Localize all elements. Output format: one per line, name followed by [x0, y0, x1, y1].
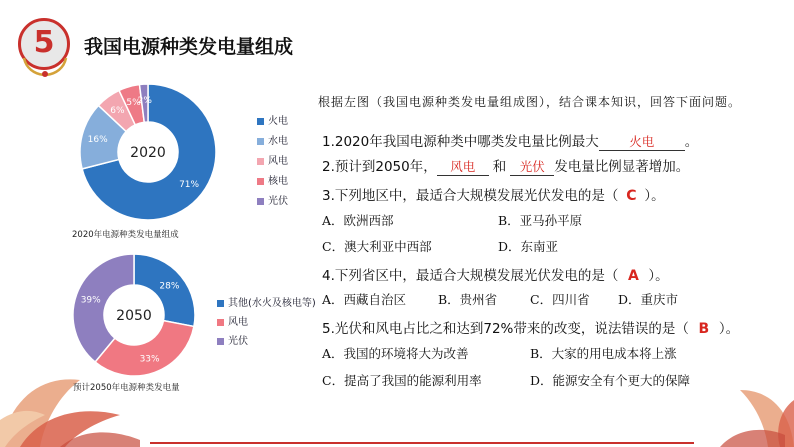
- question-5-option-b: B．大家的用电成本将上涨: [530, 346, 677, 361]
- question-4-option-c: C．四川省: [530, 292, 590, 307]
- question-3-option-a: A．欧洲西部: [322, 213, 394, 228]
- question-5-option-c: C．提高了我国的能源利用率: [322, 373, 482, 388]
- data-label-1-1: 33%: [139, 354, 160, 365]
- legend-item-1-2: [217, 332, 316, 347]
- question-5: 5.光伏和风电占比之和达到72%带来的改变，说法错误的是（ B ）。: [322, 321, 740, 337]
- question-3: 3.下列地区中，最适合大规模发展光伏发电的是（ C ）。: [322, 188, 665, 204]
- legend-2020: [257, 112, 288, 212]
- legend-swatch-0-4: [257, 198, 264, 205]
- question-1: 1.2020年我国电源种类中哪类发电量比例最大 火电 。: [322, 134, 699, 150]
- question-2-answer-2: 光伏: [519, 159, 545, 174]
- question-3-option-d: D．东南亚: [498, 239, 559, 254]
- data-label-0-4: 2%: [137, 96, 152, 107]
- legend-item-1-1: [217, 313, 316, 328]
- section-number: 5: [33, 25, 55, 60]
- pie-chart-2050: [72, 252, 212, 382]
- page-title: 我国电源种类发电量组成: [84, 36, 294, 58]
- badge-laurel-icon: [20, 56, 70, 78]
- chart-caption-2050: 预计2050年电源种类发电量: [73, 383, 180, 393]
- legend-item-0-3: [257, 172, 288, 187]
- question-1-text: 1.2020年我国电源种类中哪类发电量比例最大: [322, 134, 599, 150]
- legend-swatch-1-2: [217, 338, 224, 345]
- question-2-answer-1: 风电: [450, 159, 476, 174]
- legend-label-0-2: 风电: [268, 156, 288, 167]
- question-2: 2.预计到2050年， 风电 和 光伏 发电量比例显著增加。: [322, 159, 690, 175]
- pie-chart-2020: [70, 82, 230, 222]
- legend-label-0-3: 核电: [268, 176, 288, 187]
- legend-item-1-0: [217, 294, 316, 309]
- instruction-text: 根据左图（我国电源种类发电量组成图），结合课本知识，回答下面问题。: [318, 95, 742, 109]
- question-4-answer: A: [627, 268, 639, 284]
- question-4-option-b: B．贵州省: [438, 292, 498, 307]
- donut-center-label-1: 2050: [116, 308, 152, 324]
- legend-swatch-0-2: [257, 158, 264, 165]
- question-1-answer: 火电: [629, 134, 655, 149]
- legend-swatch-1-1: [217, 319, 224, 326]
- legend-label-1-0: 其他(水火及核电等): [228, 298, 316, 309]
- question-5-answer: B: [698, 321, 710, 337]
- question-5-option-a: A．我国的环境将大为改善: [322, 346, 469, 361]
- data-label-0-3: 5%: [126, 98, 141, 109]
- legend-swatch-0-3: [257, 178, 264, 185]
- data-label-0-1: 16%: [87, 135, 108, 146]
- legend-item-0-4: [257, 192, 288, 207]
- bottom-rule: [150, 442, 694, 444]
- legend-2050: [217, 294, 316, 351]
- question-4-option-a: A．西藏自治区: [322, 292, 407, 307]
- question-3-answer: C: [626, 188, 637, 204]
- donut-center-label-0: 2020: [130, 145, 166, 161]
- legend-label-0-0: 火电: [268, 116, 288, 127]
- chart-caption-2020: 2020年电源种类发电量组成: [72, 230, 179, 240]
- legend-item-0-1: [257, 132, 288, 147]
- legend-label-0-1: 水电: [268, 136, 288, 147]
- question-3-option-b: B．亚马孙平原: [498, 213, 583, 228]
- legend-item-0-2: [257, 152, 288, 167]
- data-label-1-2: 39%: [80, 295, 101, 306]
- question-3-option-c: C．澳大利亚中西部: [322, 239, 432, 254]
- legend-label-1-2: 光伏: [228, 336, 248, 347]
- legend-swatch-0-0: [257, 118, 264, 125]
- question-4: 4.下列省区中，最适合大规模发展光伏发电的是（ A ）。: [322, 268, 669, 284]
- data-label-1-0: 28%: [159, 281, 180, 292]
- data-label-0-2: 6%: [110, 105, 125, 116]
- data-label-0-0: 71%: [179, 179, 200, 190]
- legend-label-0-4: 光伏: [268, 196, 288, 207]
- question-4-option-d: D．重庆市: [618, 292, 679, 307]
- question-5-option-d: D．能源安全有个更大的保障: [530, 373, 691, 388]
- legend-swatch-0-1: [257, 138, 264, 145]
- legend-label-1-1: 风电: [228, 317, 248, 328]
- corner-flower-right-decoration: [690, 380, 794, 447]
- legend-item-0-0: [257, 112, 288, 127]
- legend-swatch-1-0: [217, 300, 224, 307]
